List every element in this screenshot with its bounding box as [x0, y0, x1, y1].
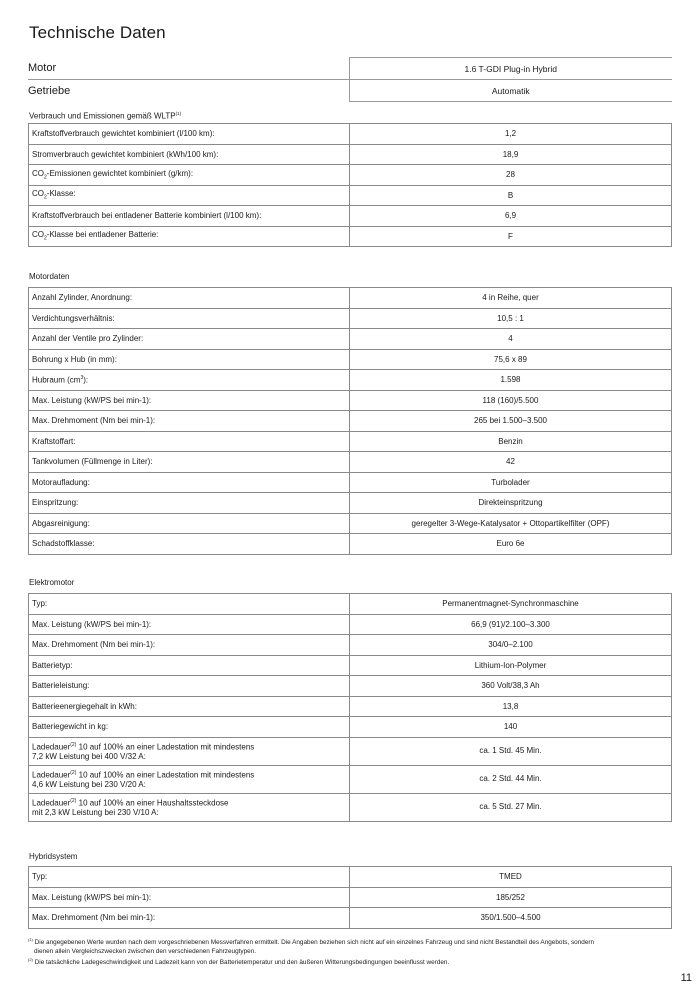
- table-row: [28, 58, 672, 80]
- table-row: Abgasreinigung: geregelter 3-Wege-Katalysator + Ottopartikelfilter (OPF): [29, 513, 672, 534]
- table-row: Anzahl der Ventile pro Zylinder: 4: [29, 329, 672, 350]
- table-row: Max. Leistung (kW/PS bei min-1): 66,9 (91)/2.100–3.300: [29, 614, 672, 635]
- table-row: Kraftstoffverbrauch gewichtet kombiniert (l/100 km): 1,2: [29, 124, 672, 145]
- table-row: Typ: Permanentmagnet-Synchronmaschine: [29, 594, 672, 615]
- table-row: Stromverbrauch gewichtet kombiniert (kWh/100 km): 18,9: [29, 144, 672, 165]
- table-row: Max. Leistung (kW/PS bei min-1): 185/252: [29, 887, 672, 908]
- table-row: Max. Leistung (kW/PS bei min-1): 118 (160)/5.500: [29, 390, 672, 411]
- table-row: $CO_2$-Emissionen gewichtet kombiniert (g/km): 28: [29, 165, 672, 186]
- table-row: Motoraufladung: Turbolader: [29, 472, 672, 493]
- table-row: $CO_2$-Klasse: B: [29, 185, 672, 206]
- row-value: 1.6 T-GDI Plug-in Hybrid: [349, 58, 672, 80]
- table-row: Hubraum $(cm^3)$: 1.598: [29, 370, 672, 391]
- section-title-hybridsystem: Hybridsystem: [29, 852, 78, 861]
- wltp-table: [28, 123, 672, 247]
- table-row: Batterieleistung: 360 Volt/38,3 Ah: [29, 676, 672, 697]
- footnote-1: $^{(1)}$ Die angegebenen Werte wurden nach dem vorgeschriebenen Messverfahren ermittelt. Die Angaben beziehen sich nicht auf ein einzelnes Fahrzeug und sind nicht Bestandteil des Angebots, sondern: [28, 937, 595, 947]
- footnote-1-continued: dienen allein Vergleichszwecken zwischen den verschiedenen Fahrzeugtypen.: [34, 947, 257, 955]
- table-row: Batteriegewicht in kg: 140: [29, 717, 672, 738]
- table-row: Batterietyp: Lithium-Ion-Polymer: [29, 655, 672, 676]
- table-row: Max. Drehmoment (Nm bei min-1): 304/0–2.100: [29, 635, 672, 656]
- table-row: Typ: TMED: [29, 867, 672, 888]
- table-row: Anzahl Zylinder, Anordnung: 4 in Reihe, quer: [29, 288, 672, 309]
- table-row: $CO_2$-Klasse bei entladener Batterie: F: [29, 226, 672, 247]
- section-title-elektromotor: Elektromotor: [29, 578, 75, 587]
- footnotes: [28, 936, 678, 968]
- row-label: Motor: [28, 58, 349, 80]
- table-row: [28, 80, 672, 102]
- table-row: Max. Drehmoment (Nm bei min-1): 350/1.500–4.500: [29, 908, 672, 929]
- page-number: 11: [680, 972, 692, 984]
- table-row: Kraftstoffart: Benzin: [29, 431, 672, 452]
- row-value: Automatik: [349, 80, 672, 102]
- page-title: Technische Daten: [29, 23, 166, 42]
- table-row: Schadstoffklasse: Euro 6e: [29, 534, 672, 555]
- engine-summary-table: [28, 57, 672, 102]
- table-row: Einspritzung: Direkteinspritzung: [29, 493, 672, 514]
- section-title-wltp: Verbrauch und Emissionen gemäß WLTP$^{(1)}$: [29, 111, 182, 121]
- table-row: Kraftstoffverbrauch bei entladener Batterie kombiniert (l/100 km): 6,9: [29, 206, 672, 227]
- footnote-2: $^{(2)}$ Die tatsächliche Ladegeschwindigkeit und Ladezeit kann von der Batterietemperatur und den äußeren Witterungsbedingungen beeinflusst werden.: [28, 957, 450, 967]
- elektromotor-table: [28, 593, 672, 822]
- hybridsystem-table: [28, 866, 672, 929]
- table-row: Ladedauer$^{(2)}$ 10 auf 100% an einer Ladestation mit mindestens 4,6 kW Leistung bei 230 V/20 A: ca. 2 Std. 44 Min.: [29, 765, 672, 793]
- table-row: Tankvolumen (Füllmenge in Liter): 42: [29, 452, 672, 473]
- table-row: Ladedauer$^{(2)}$ 10 auf 100% an einer Haushaltssteckdose mit 2,3 kW Leistung bei 230 V/10 A: ca. 5 Std. 27 Min.: [29, 793, 672, 821]
- table-row: Ladedauer$^{(2)}$ 10 auf 100% an einer Ladestation mit mindestens 7,2 kW Leistung bei 400 V/32 A: ca. 1 Std. 45 Min.: [29, 737, 672, 765]
- motordaten-table: [28, 287, 672, 555]
- table-row: Verdichtungsverhältnis: 10,5 : 1: [29, 308, 672, 329]
- section-title-motordaten: Motordaten: [29, 272, 70, 281]
- table-row: Bohrung x Hub (in mm): 75,6 x 89: [29, 349, 672, 370]
- row-label: Getriebe: [28, 84, 71, 97]
- table-row: Batterieenergiegehalt in kWh: 13,8: [29, 696, 672, 717]
- table-row: Max. Drehmoment (Nm bei min-1): 265 bei 1.500–3.500: [29, 411, 672, 432]
